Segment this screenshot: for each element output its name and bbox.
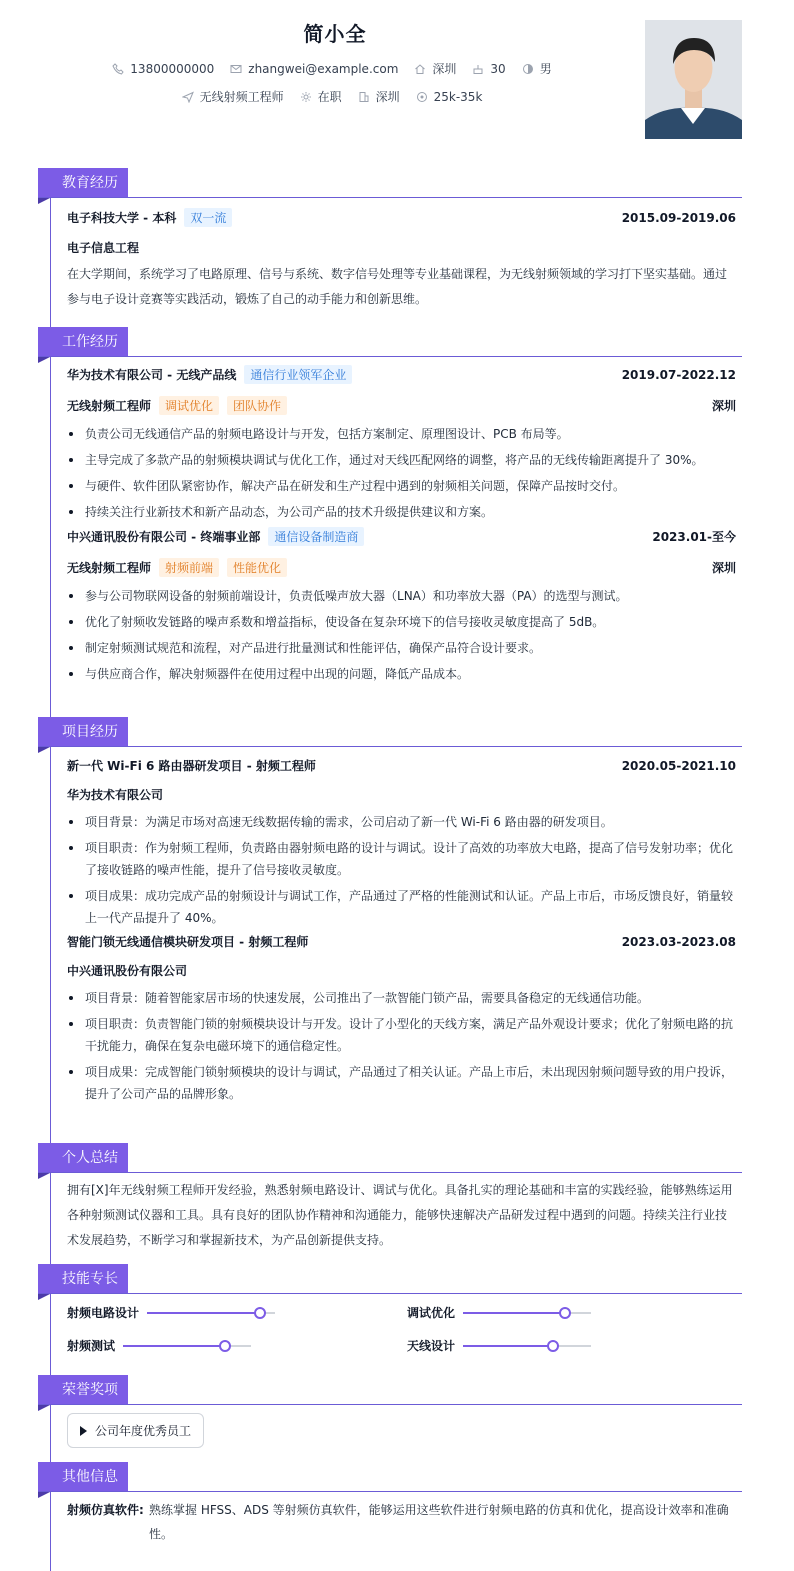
company-tag: 通信行业领军企业 [244, 365, 352, 384]
skill-track [463, 1312, 591, 1314]
company-tag: 通信设备制造商 [268, 527, 364, 546]
status-text: 在职 [317, 90, 342, 104]
position-item [182, 88, 284, 105]
contact-row [0, 60, 670, 77]
job-date: 2019.07-2022.12 [621, 367, 736, 382]
skill-tag: 团队协作 [227, 396, 287, 415]
resume-header [0, 0, 794, 150]
gear-icon [300, 91, 312, 103]
awards-title-bar [38, 1375, 742, 1405]
work-section [38, 327, 742, 689]
gender-text: 男 [539, 62, 552, 76]
skill-knob [219, 1340, 231, 1352]
phone-icon [112, 63, 124, 75]
email-item [230, 62, 398, 76]
award-label: 公司年度优秀员工 [95, 1424, 192, 1438]
age-item [472, 62, 505, 76]
projects-section [38, 717, 742, 1109]
skill-name: 调试优化 [407, 1306, 456, 1320]
skills-title-bar [38, 1264, 742, 1294]
school-name: 电子科技大学 - 本科 [67, 211, 177, 225]
list-item: 项目职责：负责智能门锁的射频模块设计与开发。设计了小型化的天线方案，满足产品外观设计要求；优化了射频电路的抗干扰能力，确保在复杂电磁环境下的通信稳定性。 [67, 1013, 736, 1057]
company-name: 华为技术有限公司 - 无线产品线 [67, 368, 237, 382]
skill-tag: 射频前端 [159, 558, 219, 577]
project-date: 2023.03-2023.08 [621, 934, 736, 949]
skill-fill [463, 1345, 553, 1347]
work-title-bar [38, 327, 742, 357]
list-item: 参与公司物联网设备的射频前端设计，负责低噪声放大器（LNA）和功率放大器（PA）的选型与测试。 [67, 585, 736, 607]
status-item [300, 88, 342, 105]
other-title-bar [38, 1462, 742, 1492]
education-title: 教育经历 [38, 168, 128, 198]
project-date: 2020.05-2021.10 [621, 758, 736, 773]
skill-name: 射频测试 [67, 1339, 116, 1353]
list-item: 优化了射频收发链路的噪声系数和增益指标，使设备在复杂环境下的信号接收灵敏度提高了 5dB。 [67, 611, 736, 633]
section-divider [38, 1404, 742, 1405]
candidate-name: 简小全 [303, 22, 367, 46]
section-divider [38, 746, 742, 747]
skills-section [38, 1264, 742, 1354]
salary-text: 25k-35k [433, 89, 483, 104]
education-date: 2015.09-2019.06 [621, 210, 736, 225]
section-divider [38, 197, 742, 198]
list-item: 与硬件、软件团队紧密协作，解决产品在研发和生产过程中遇到的射频相关问题，保障产品按时交付。 [67, 475, 736, 497]
gender-item [522, 60, 552, 77]
list-item: 项目背景：随着智能家居市场的快速发展，公司推出了一款智能门锁产品，需要具备稳定的无线通信功能。 [67, 987, 736, 1009]
section-divider [38, 1293, 742, 1294]
education-title-bar [38, 168, 742, 198]
education-desc: 在大学期间，系统学习了电路原理、信号与系统、数字信号处理等专业基础课程，为无线射频领域的学习打下坚实基础。通过参与电子设计竞赛等实践活动，锻炼了自己的动手能力和创新思维。 [67, 267, 728, 306]
job-date: 2023.01-至今 [652, 530, 736, 544]
school-tag: 双一流 [184, 208, 232, 227]
skill-tag: 性能优化 [227, 558, 287, 577]
project-company: 华为技术有限公司 [67, 788, 164, 802]
summary-text: 拥有[X]年无线射频工程师开发经验，熟悉射频电路设计、调试与优化。具备扎实的理论基础和丰富的实践经验，能够熟练运用各种射频测试仪器和工具。具有良好的团队协作精神和沟通能力，能够快速解决产品研发过程中遇到的问题。持续关注行业技术发展趋势，不断学习和掌握新技术，为产品创新提供支持。 [67, 1183, 733, 1247]
skill-item [67, 1337, 407, 1354]
list-item: 项目职责：作为射频工程师，负责路由器射频电路的设计与调试。设计了高效的功率放大电路，提高了信号发射功率；优化了接收链路的噪声性能，提升了信号接收灵敏度。 [67, 837, 736, 881]
skills-title: 技能专长 [38, 1264, 128, 1294]
job-city: 深圳 [711, 399, 736, 413]
award-item[interactable] [67, 1413, 204, 1448]
skill-knob [547, 1340, 559, 1352]
project-name: 新一代 Wi-Fi 6 路由器研发项目 - 射频工程师 [67, 759, 316, 773]
awards-title: 荣誉奖项 [38, 1375, 128, 1405]
list-item: 与供应商合作，解决射频器件在使用过程中出现的问题，降低产品成本。 [67, 663, 736, 685]
skill-track [463, 1345, 591, 1347]
list-item: 项目成果：成功完成产品的射频设计与调试工作，产品通过了严格的性能测试和认证。产品上市后，市场反馈良好，销量较上一代产品提升了 40%。 [67, 885, 736, 929]
profile-photo [645, 20, 742, 139]
mail-icon [230, 63, 242, 75]
age-text: 30 [490, 61, 506, 76]
skill-name: 天线设计 [407, 1339, 456, 1353]
projects-title-bar [38, 717, 742, 747]
other-title: 其他信息 [38, 1462, 128, 1492]
skill-item [407, 1304, 747, 1321]
skill-track [123, 1345, 251, 1347]
skills-grid [67, 1304, 736, 1354]
phone-text: 13800000000 [130, 61, 215, 76]
summary-title: 个人总结 [38, 1143, 128, 1173]
other-value: 熟练掌握 HFSS、ADS 等射频仿真软件，能够运用这些软件进行射频电路的仿真和优化，提高设计效率和准确性。 [149, 1503, 729, 1541]
skill-fill [463, 1312, 565, 1314]
section-divider [38, 1172, 742, 1173]
city-text: 深圳 [432, 62, 457, 76]
other-section [38, 1462, 742, 1546]
skill-fill [147, 1312, 260, 1314]
skill-item [407, 1337, 747, 1354]
salary-item [416, 90, 483, 104]
skill-tag: 调试优化 [159, 396, 219, 415]
skill-fill [123, 1345, 225, 1347]
position-text: 无线射频工程师 [199, 90, 284, 104]
section-divider [38, 356, 742, 357]
skill-item [67, 1304, 407, 1321]
other-row [67, 1498, 736, 1546]
building-icon [358, 91, 370, 103]
summary-title-bar [38, 1143, 742, 1173]
gender-icon [522, 63, 534, 75]
coin-icon [416, 91, 428, 103]
skill-name: 射频电路设计 [67, 1306, 140, 1320]
education-section [38, 168, 742, 312]
work-title: 工作经历 [38, 327, 128, 357]
summary-section [38, 1143, 742, 1253]
section-divider [38, 1491, 742, 1492]
job-city: 深圳 [711, 561, 736, 575]
list-item: 主导完成了多款产品的射频模块调试与优化工作，通过对天线匹配网络的调整，将产品的无线传输距离提升了 30%。 [67, 449, 736, 471]
list-item: 项目背景：为满足市场对高速无线数据传输的需求，公司启动了新一代 Wi-Fi 6 路由器的研发项目。 [67, 811, 736, 833]
phone-item [112, 62, 214, 76]
project-company: 中兴通讯股份有限公司 [67, 964, 188, 978]
cake-icon [472, 63, 484, 75]
email-text: zhangwei@example.com [248, 61, 399, 76]
job-role: 无线射频工程师 [67, 561, 152, 575]
project-name: 智能门锁无线通信模块研发项目 - 射频工程师 [67, 935, 309, 949]
projects-title: 项目经历 [38, 717, 128, 747]
awards-section [38, 1375, 742, 1448]
list-item: 项目成果：完成智能门锁射频模块的设计与调试，产品通过了相关认证。产品上市后，未出现因射频问题导致的用户投诉，提升了公司产品的品牌形象。 [67, 1061, 736, 1105]
job-role: 无线射频工程师 [67, 399, 152, 413]
target-city-item [358, 88, 400, 105]
list-item: 负责公司无线通信产品的射频电路设计与开发，包括方案制定、原理图设计、PCB 布局等。 [67, 423, 736, 445]
other-label: 射频仿真软件: [67, 1503, 144, 1517]
city-item [414, 60, 456, 77]
major: 电子信息工程 [67, 241, 140, 255]
list-item: 制定射频测试规范和流程，对产品进行批量测试和性能评估，确保产品符合设计要求。 [67, 637, 736, 659]
skill-track [147, 1312, 275, 1314]
skill-knob [254, 1307, 266, 1319]
skill-knob [559, 1307, 571, 1319]
list-item: 持续关注行业新技术和新产品动态，为公司产品的技术升级提供建议和方案。 [67, 501, 736, 523]
send-icon [182, 91, 194, 103]
company-name: 中兴通讯股份有限公司 - 终端事业部 [67, 530, 261, 544]
home-icon [414, 63, 426, 75]
intent-row [0, 88, 670, 105]
target-city-text: 深圳 [375, 90, 400, 104]
play-icon [80, 1426, 87, 1436]
